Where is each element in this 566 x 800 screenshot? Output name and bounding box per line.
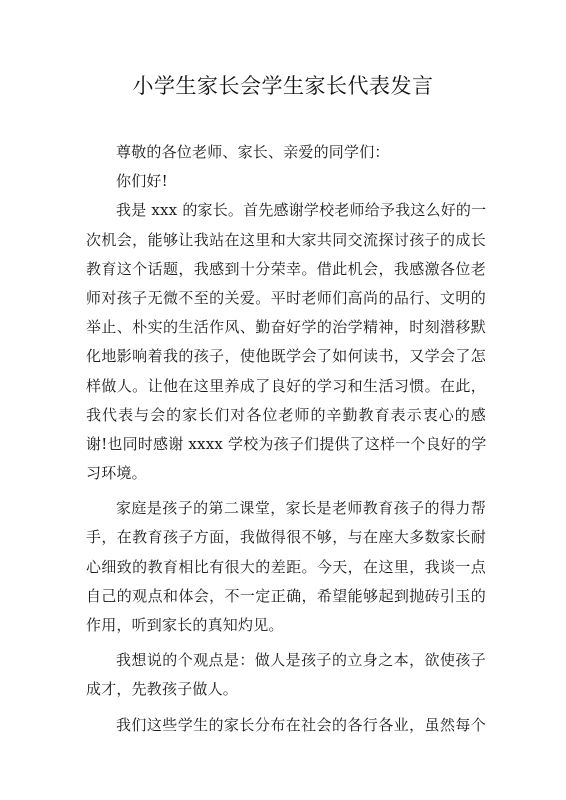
paragraph-line: 次机会，能够让我站在这里和大家共同交流探讨孩子的成长: [86, 230, 486, 249]
greeting-line: 尊敬的各位老师、家长、亲爱的同学们：: [116, 143, 390, 161]
paragraph: [86, 196, 486, 488]
paragraph-line: 自己的观点和体会，不一定正确，希望能够起到抛砖引玉的: [86, 586, 486, 605]
paragraph-line: 成才，先教孩子做人。: [86, 680, 239, 699]
document-body: [86, 138, 486, 740]
paragraph-line: 手，在教育孩子方面，我做得很不够，与在座大多数家长耐: [86, 528, 486, 547]
paragraph-line: 我想说的个观点是：做人是孩子的立身之本，欲使孩子: [116, 651, 486, 670]
paragraph: [86, 494, 486, 640]
paragraph-line: 举止、朴实的生活作风、勤奋好学的治学精神，时刻潜移默: [86, 318, 486, 337]
paragraph: [86, 646, 486, 704]
hello-line: 你们好!: [116, 172, 168, 191]
paragraph-line: 师对孩子无微不至的关爱。平时老师们高尚的品行、文明的: [86, 288, 486, 307]
paragraph-line: 教育这个话题，我感到十分荣幸。借此机会，我感激各位老: [86, 259, 486, 278]
paragraph-line: 家庭是孩子的第二课堂，家长是老师教育孩子的得力帮: [116, 499, 486, 518]
paragraph: [86, 711, 486, 740]
paragraph-line: 我们这些学生的家长分布在社会的各行各业，虽然每个: [116, 715, 486, 734]
document-title: 小学生家长会学生家长代表发言: [132, 74, 434, 98]
paragraph-line: 化地影响着我的孩子，使他既学会了如何读书，又学会了怎: [86, 347, 486, 366]
paragraph-line: 样做人。让他在这里养成了良好的学习和生活习惯。在此，: [86, 376, 486, 395]
paragraph-line: 作用，听到家长的真知灼见。: [86, 616, 284, 634]
paragraph-line: 习环境。: [86, 464, 147, 483]
paragraph-line: 我代表与会的家长们对各位老师的辛勤教育表示衷心的感: [86, 405, 486, 424]
paragraph-line: 谢!也同时感谢 xxxx 学校为孩子们提供了这样一个良好的学: [86, 434, 487, 453]
paragraph-line: 心细致的教育相比有很大的差距。今天，在这里，我谈一点: [86, 557, 486, 576]
paragraph-line: 我是 xxx 的家长。首先感谢学校老师给予我这么好的一: [116, 201, 487, 220]
